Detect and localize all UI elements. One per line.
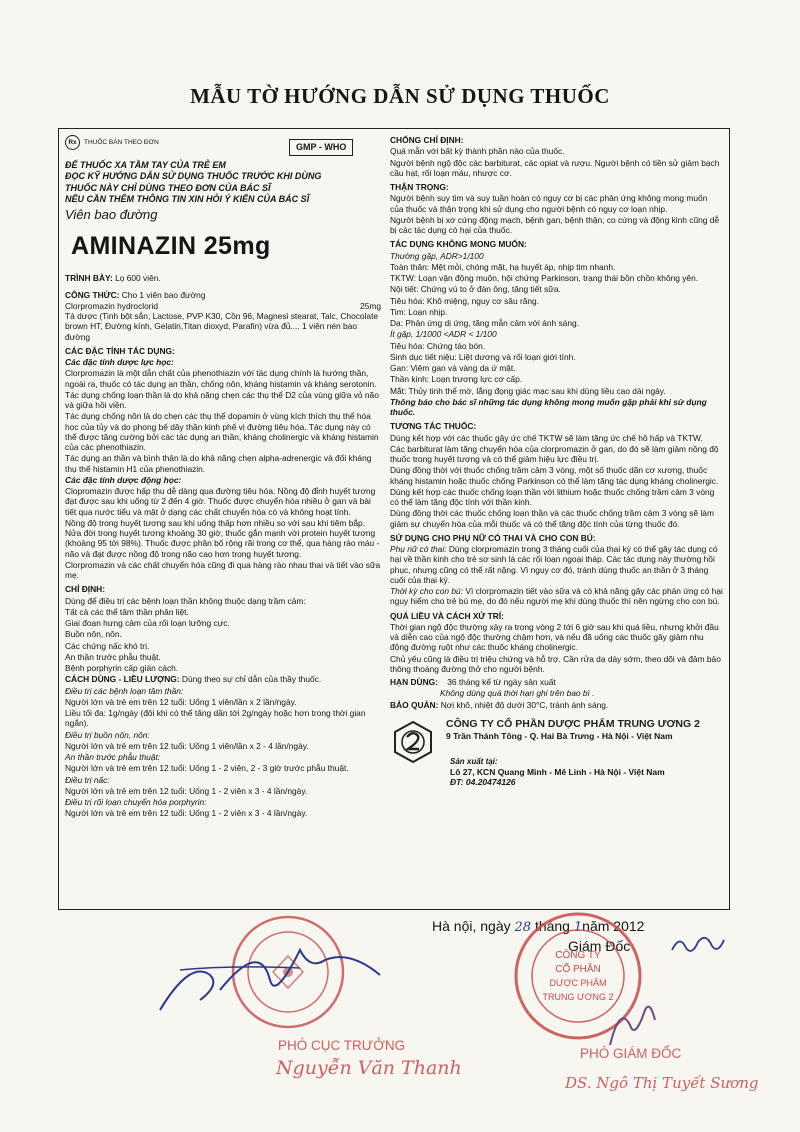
indications-heading: CHỈ ĐỊNH: bbox=[65, 584, 106, 595]
left-official-role: PHÓ CỤC TRƯỞNG bbox=[278, 1038, 406, 1053]
date-month: 1 bbox=[573, 920, 583, 935]
adverse-item: Toàn thân: Mệt mỏi, chóng mặt, hạ huyết áp, nhịp tim nhanh. bbox=[390, 261, 616, 272]
rx-badge: Rx bbox=[65, 135, 80, 150]
excipients-text: Tá dược (Tinh bột sắn, Lactose, PVP K30, Cồn 96, Magnesi stearat, Talc, Chocolate brown HT, Đường kính, Gelatin,Titan dioxyd, Parafin) vừa đủ bbox=[65, 311, 379, 332]
pharmacodynamics-paragraph: Tác dụng chống nôn là do chẹn các thụ thể dopamin ở vùng kích thích thụ thể hóa học của tủy và do phong bế dây thần kinh phế vị đường tiêu hóa. Tác dụng này có thể được tăng cường bởi các tác dụng an thần, kháng cholinergic và kháng histamin của các phenothiazin. bbox=[65, 411, 379, 453]
dosage-intro: Dùng theo sự chỉ dẫn của thầy thuốc. bbox=[181, 674, 322, 685]
mfg-label: Sản xuất tại: bbox=[450, 756, 498, 766]
overdose-item: Chủ yếu cũng là điều trị triệu chứng và hỗ trợ. Cần rửa dạ dày sớm, theo dõi và đảm bảo thông thoáng đường thở cho người bệnh. bbox=[390, 653, 721, 674]
rx-label: THUỐC BÁN THEO ĐƠN bbox=[84, 138, 159, 146]
adverse-item: Gan: Viêm gan và vàng da ứ mật. bbox=[390, 363, 516, 373]
indication-item: Bệnh porphyrin cấp gián cách. bbox=[65, 663, 179, 674]
left-column bbox=[65, 135, 381, 820]
indication-item: Giai đoạn hưng cảm của rối loạn lưỡng cực. bbox=[65, 618, 230, 629]
nursing-text: Vì clorpromazin tiết vào sữa và có khả năng gây các phản ứng có hại nguy hiểm cho trẻ bú mẹ, do đó nếu người mẹ khi dùng thuốc thì nên ngừng cho con bú. bbox=[390, 586, 723, 607]
precaution-item: Người bệnh bị xơ cứng động mạch, bệnh gan, bệnh thận, co cứng và động kinh cũng dễ bị các tác dụng có hại của thuốc. bbox=[390, 214, 720, 235]
warnings bbox=[65, 160, 381, 205]
adverse-item: Tim: Loạn nhịp. bbox=[390, 306, 448, 317]
dosage-line: Người lớn và trẻ em trên 12 tuổi: Uống 1 viên/lần x 2 lần/ngày. bbox=[65, 696, 297, 707]
precautions-heading: THẬN TRỌNG: bbox=[390, 182, 449, 192]
formula-label: CÔNG THỨC: bbox=[65, 289, 120, 300]
adverse-common-heading: Thường gặp, ADR>1/100 bbox=[390, 250, 484, 261]
pharmacodynamics-paragraph: Tác dụng chống loạn thần là do khả năng chẹn các thụ thể D2 của vùng giữa vỏ não và giữa hồi viền. bbox=[65, 389, 379, 411]
stamp-line: CỔ PHẦN bbox=[555, 964, 601, 975]
pharmacokinetics-paragraph: Clopromazin được hấp thu dễ dàng qua đường tiêu hóa. Nồng độ đỉnh huyết tương đạt được sau khi uống từ 2 đến 4 giờ. Thuốc được chuyển hóa nhiều ở gan và bài tiết qua nước tiểu và mật ở dạng các chất chuyển hóa có và không hoạt tính. bbox=[65, 486, 376, 517]
warning-line: ĐỌC KỸ HƯỚNG DẪN SỬ DỤNG THUỐC TRƯỚC KHI DÙNG bbox=[65, 171, 322, 182]
adverse-item: Sinh dục tiết niệu: Liệt dương và rối loạn giới tính. bbox=[390, 351, 576, 362]
pharmacodynamics-heading: Các đặc tính dược lực học: bbox=[65, 357, 174, 368]
pharmacokinetics-paragraph: Clorpromazin và các chất chuyển hóa cũng đi qua hàng rào nhau thai và tiết vào sữa mẹ. bbox=[65, 559, 381, 581]
active-name: Clorpromazin hydroclorid bbox=[65, 300, 159, 311]
shelf-life bbox=[390, 677, 723, 687]
contraindication-item: Quá mẫn với bất kỳ thành phần nào của thuốc. bbox=[390, 146, 565, 157]
indication-item: Tất cả các thể tâm thần phân liệt. bbox=[65, 606, 189, 617]
adverse-item: Da: Phản ứng dị ứng, tăng mẫn cảm với ánh sáng. bbox=[390, 318, 579, 328]
excipients-amount: 1 viên nén bao đường bbox=[65, 321, 357, 342]
pharmacokinetics-paragraph: Nồng độ trong huyết tương sau khi uống thấp hơn nhiều so với sau khi tiêm bắp. Nửa đời trong huyết tương khoảng 30 giờ, thuốc gắn mạnh với protein huyết tương (khoảng 95 tới 98%). Thuốc được phân bố rộng rãi trong cơ thể, qua hàng rào máu - não và đạt được nồng độ trong não cao hơn trong huyết tương. bbox=[65, 517, 380, 559]
contraindication-item: Người bệnh ngộ độc các barbiturat, các opiat và rượu. Người bệnh có tiền sử giảm bạch cầu hạt, rối loạn máu, nhược cơ. bbox=[390, 157, 720, 178]
manufacturing-info bbox=[390, 750, 723, 787]
company-block bbox=[390, 718, 723, 810]
dosage-line: Người lớn và trẻ em trên 12 tuổi: Uống 1 - 2 viên, 2 - 3 giờ trước phẫu thuật. bbox=[65, 763, 349, 774]
pregnancy-paragraph bbox=[390, 544, 723, 585]
active-ingredient bbox=[65, 301, 381, 311]
pharmacology-heading: CÁC ĐẶC TÍNH TÁC DỤNG: bbox=[65, 345, 175, 356]
overdose-heading: QUÁ LIỀU VÀ CÁCH XỬ TRÍ: bbox=[390, 610, 504, 621]
nursing-label: Thời kỳ cho con bú: bbox=[390, 586, 464, 596]
shelf-life-label: HẠN DÙNG: bbox=[390, 677, 438, 687]
company-text bbox=[446, 718, 723, 741]
nursing-paragraph bbox=[390, 586, 723, 607]
interactions-heading: TƯƠNG TÁC THUỐC: bbox=[390, 421, 477, 432]
date-day: 28 bbox=[514, 920, 532, 935]
shelf-life-value: 36 tháng kể từ ngày sản xuất bbox=[447, 677, 556, 687]
adverse-notice: Thông báo cho bác sĩ những tác dụng không mong muốn gặp phải khi sử dụng thuốc. bbox=[390, 396, 707, 417]
right-official-role: PHÓ GIÁM ĐỐC bbox=[580, 1046, 682, 1061]
stamp-line: TRUNG ƯƠNG 2 bbox=[542, 992, 614, 1002]
interaction-item: Dùng đồng thời với thuốc chống trầm cảm 3 vòng, một số thuốc dãn cơ xương, thuốc kháng histamin hoặc thuốc chống Parkinson có thể làm tăng tác dụng kháng cholinergic. bbox=[390, 465, 719, 486]
adverse-item: Tiêu hóa: Khô miệng, nguy cơ sâu răng. bbox=[390, 295, 540, 306]
shelf-life-note: Không dùng quá thời hạn ghi trên bao bì . bbox=[440, 688, 595, 699]
storage bbox=[390, 700, 723, 710]
indication-item: An thần trước phẫu thuật. bbox=[65, 651, 161, 662]
mfg-address: Lô 27, KCN Quang Minh - Mê Linh - Hà Nội - Việt Nam bbox=[450, 766, 665, 777]
precaution-item: Người bệnh suy tim và suy tuần hoàn có nguy cơ bị các phản ứng không mong muốn của thuốc và thận trọng khi sử dụng cho người bệnh có nguy cơ loạn nhịp. bbox=[390, 193, 708, 214]
right-column bbox=[390, 135, 723, 810]
document-title: MẪU TỜ HƯỚNG DẪN SỬ DỤNG THUỐC bbox=[190, 84, 610, 108]
dosage-section-title: An thần trước phẫu thuật: bbox=[65, 752, 161, 763]
pharmacokinetics-heading: Các đặc tính dược động học: bbox=[65, 474, 182, 485]
interaction-item: Dùng kết hợp với các thuốc gây ức chế TKTW sẽ làm tăng ức chế hô hấp và TKTW. bbox=[390, 432, 703, 443]
warning-line: NẾU CẦN THÊM THÔNG TIN XIN HỎI Ý KIẾN CỦA BÁC SĨ bbox=[65, 193, 310, 204]
date-year: năm 2012 bbox=[582, 918, 645, 934]
pharmacodynamics-paragraph: Tác dụng an thần và bình thản là do khả năng chẹn alpha-adrenergic và đối kháng thụ thể histamin H1 của phenothiazin. bbox=[65, 453, 372, 474]
date-prefix: Hà nội, ngày bbox=[432, 918, 511, 934]
dosage-section-title: Điều trị buồn nôn, nôn: bbox=[65, 729, 150, 740]
adverse-item: Tiêu hóa: Chứng táo bón. bbox=[390, 340, 486, 351]
adverse-heading: TÁC DỤNG KHÔNG MONG MUỐN: bbox=[390, 239, 527, 250]
interaction-item: Các barbiturat làm tăng chuyển hóa của clorpromazin ở gan, do đó sẽ làm giảm nồng độ thuốc trong huyết tương và có thể giảm hiệu lực điều trị. bbox=[390, 443, 719, 464]
interaction-item: Dùng đồng thời các thuốc chống loạn thần và các thuốc chống trầm cảm 3 vòng sẽ làm giảm sự chuyển hóa của mỗi thuốc và có thể tăng độc tính của từng thuốc đó. bbox=[390, 508, 714, 529]
dosage-form: Viên bao đường bbox=[65, 207, 158, 222]
stamp-line: DƯỢC PHẨM bbox=[549, 978, 607, 988]
adverse-rare-heading: Ít gặp, 1/1000 <ADR < 1/100 bbox=[390, 329, 497, 340]
adverse-item: Thần kinh: Loạn trương lực cơ cấp. bbox=[390, 374, 523, 385]
dosage-heading-row bbox=[65, 674, 381, 684]
leaflet-frame bbox=[58, 128, 730, 910]
dosage-line: Liều tối đa: 1g/ngày (đôi khi có thể tăng dần tới 2g/ngày hoặc hơn trong thời gian ngắn). bbox=[65, 708, 366, 729]
director-title-text: Giám Đốc bbox=[568, 938, 631, 954]
company-name: CÔNG TY CỔ PHẦN DƯỢC PHẨM TRUNG ƯƠNG 2 bbox=[446, 717, 700, 730]
pharmacodynamics-paragraph: Clorpromazin là một dẫn chất của phenothiazin với tác dụng chính là hướng thần, ngoài ra, thuốc có tác dụng an thần, chống nôn, kháng histamin và kháng serotonin. bbox=[65, 368, 377, 389]
stamp-line: CÔNG TY bbox=[555, 950, 601, 961]
storage-label: BẢO QUẢN: bbox=[390, 699, 439, 710]
presentation bbox=[65, 273, 381, 283]
date-month-word: tháng bbox=[534, 918, 570, 934]
dosage-line: Người lớn và trẻ em trên 12 tuổi: Uống 1 viên/lần x 2 - 4 lần/ngày. bbox=[65, 740, 309, 751]
indication-item: Các chứng nấc khó trị. bbox=[65, 640, 150, 651]
dosage-section-title: Điều trị rối loạn chuyển hóa porphyrin: bbox=[65, 797, 207, 808]
dosage-line: Người lớn và trẻ em trên 12 tuổi: Uống 1 - 2 viên x 3 - 4 lần/ngày. bbox=[65, 785, 308, 796]
formula-intro: Cho 1 viên bao đường bbox=[121, 289, 206, 300]
adverse-item: TKTW: Loạn vận động muộn, hội chứng Parkinson, trạng thái bồn chồn không yên. bbox=[390, 273, 699, 283]
pregnant-label: Phụ nữ có thai: bbox=[390, 544, 447, 554]
contraindications-heading: CHỐNG CHỈ ĐỊNH: bbox=[390, 135, 464, 145]
pregnancy-heading: SỬ DỤNG CHO PHỤ NỮ CÓ THAI VÀ CHO CON BÚ: bbox=[390, 532, 596, 543]
left-official-name: Nguyễn Văn Thanh bbox=[276, 1057, 462, 1079]
presentation-label: TRÌNH BÀY: bbox=[65, 273, 113, 284]
interaction-item: Dùng kết hợp các thuốc chống loạn thần với lithium hoặc thuốc chống trầm cảm 3 vòng có thể làm tăng độc tính với thần kinh. bbox=[390, 486, 715, 507]
dosage-section-title: Điều trị các bệnh loạn tâm thần: bbox=[65, 685, 184, 696]
director-signature-icon bbox=[668, 930, 728, 960]
excipients: Tá dược (Tinh bột sắn, Lactose, PVP K30, Cồn 96, Magnesi stearat, Talc, Chocolate brown HT, Đường kính, Gelatin,Titan dioxyd, Parafin) vừa đủ.... 1 viên nén bao đường bbox=[65, 311, 379, 342]
adverse-item: Nội tiết: Chứng vú to ở đàn ông, tăng tiết sữa. bbox=[390, 284, 561, 295]
indication-item: Dùng để điều trị các bệnh loạn thần không thuộc dạng trầm cảm: bbox=[65, 595, 306, 606]
storage-value: Nơi khô, nhiệt độ dưới 30°C, tránh ánh sáng. bbox=[440, 699, 609, 710]
dosage-heading: CÁCH DÙNG - LIỀU LƯỢNG: bbox=[65, 674, 180, 685]
warning-line: ĐỂ THUỐC XA TẦM TAY CỦA TRẺ EM bbox=[65, 160, 226, 170]
formula-heading bbox=[65, 290, 381, 300]
brand-name: AMINAZIN 25mg bbox=[71, 231, 271, 260]
dosage-line: Người lớn và trẻ em trên 12 tuổi: Uống 1 - 2 viên x 3 - 4 lần/ngày. bbox=[65, 808, 308, 819]
right-official-name: DS. Ngô Thị Tuyết Sương bbox=[565, 1074, 759, 1092]
company-address: 9 Trần Thánh Tông - Q. Hai Bà Trưng - Hà Nội - Việt Nam bbox=[446, 730, 673, 741]
active-amount: 25mg bbox=[360, 300, 381, 311]
gmp-badge: GMP - WHO bbox=[289, 139, 353, 156]
dosage-section-title: Điều trị nấc: bbox=[65, 774, 110, 785]
indication-item: Buồn nôn, nôn. bbox=[65, 629, 122, 640]
adverse-item: Mắt: Thủy tinh thể mờ, lắng đọng giác mạc sau khi dùng liều cao dài ngày. bbox=[390, 385, 666, 396]
presentation-value: Lọ 600 viên. bbox=[115, 273, 161, 284]
left-signature-icon bbox=[150, 930, 390, 1020]
overdose-item: Thời gian ngộ độc thường xảy ra trong vòng 2 tới 6 giờ sau khi quá liều, nhưng khởi đầu và diễn cao của ngộ độc thường chậm hơn, và nếu đã uống các thuốc gây giảm nhu động đường ruột như các thuốc kháng cholinergic. bbox=[390, 621, 719, 653]
mfg-phone: ĐT: 04.20474126 bbox=[450, 776, 516, 787]
pregnant-text: Dùng clorpromazin trong 3 tháng cuối của thai kỳ có thể gây tác dụng có hại về thần kinh cho trẻ sơ sinh là các rối loạn ngoại tháp. Các tác dụng này thường hồi phục, nhưng cũng có thể rất nặng. Vì nguy cơ đó, tránh dùng thuốc an thần ở 3 tháng cuối của thai kỳ. bbox=[390, 544, 718, 585]
warning-line: THUỐC NÀY CHỈ DÙNG THEO ĐƠN CỦA BÁC SĨ bbox=[65, 182, 271, 193]
